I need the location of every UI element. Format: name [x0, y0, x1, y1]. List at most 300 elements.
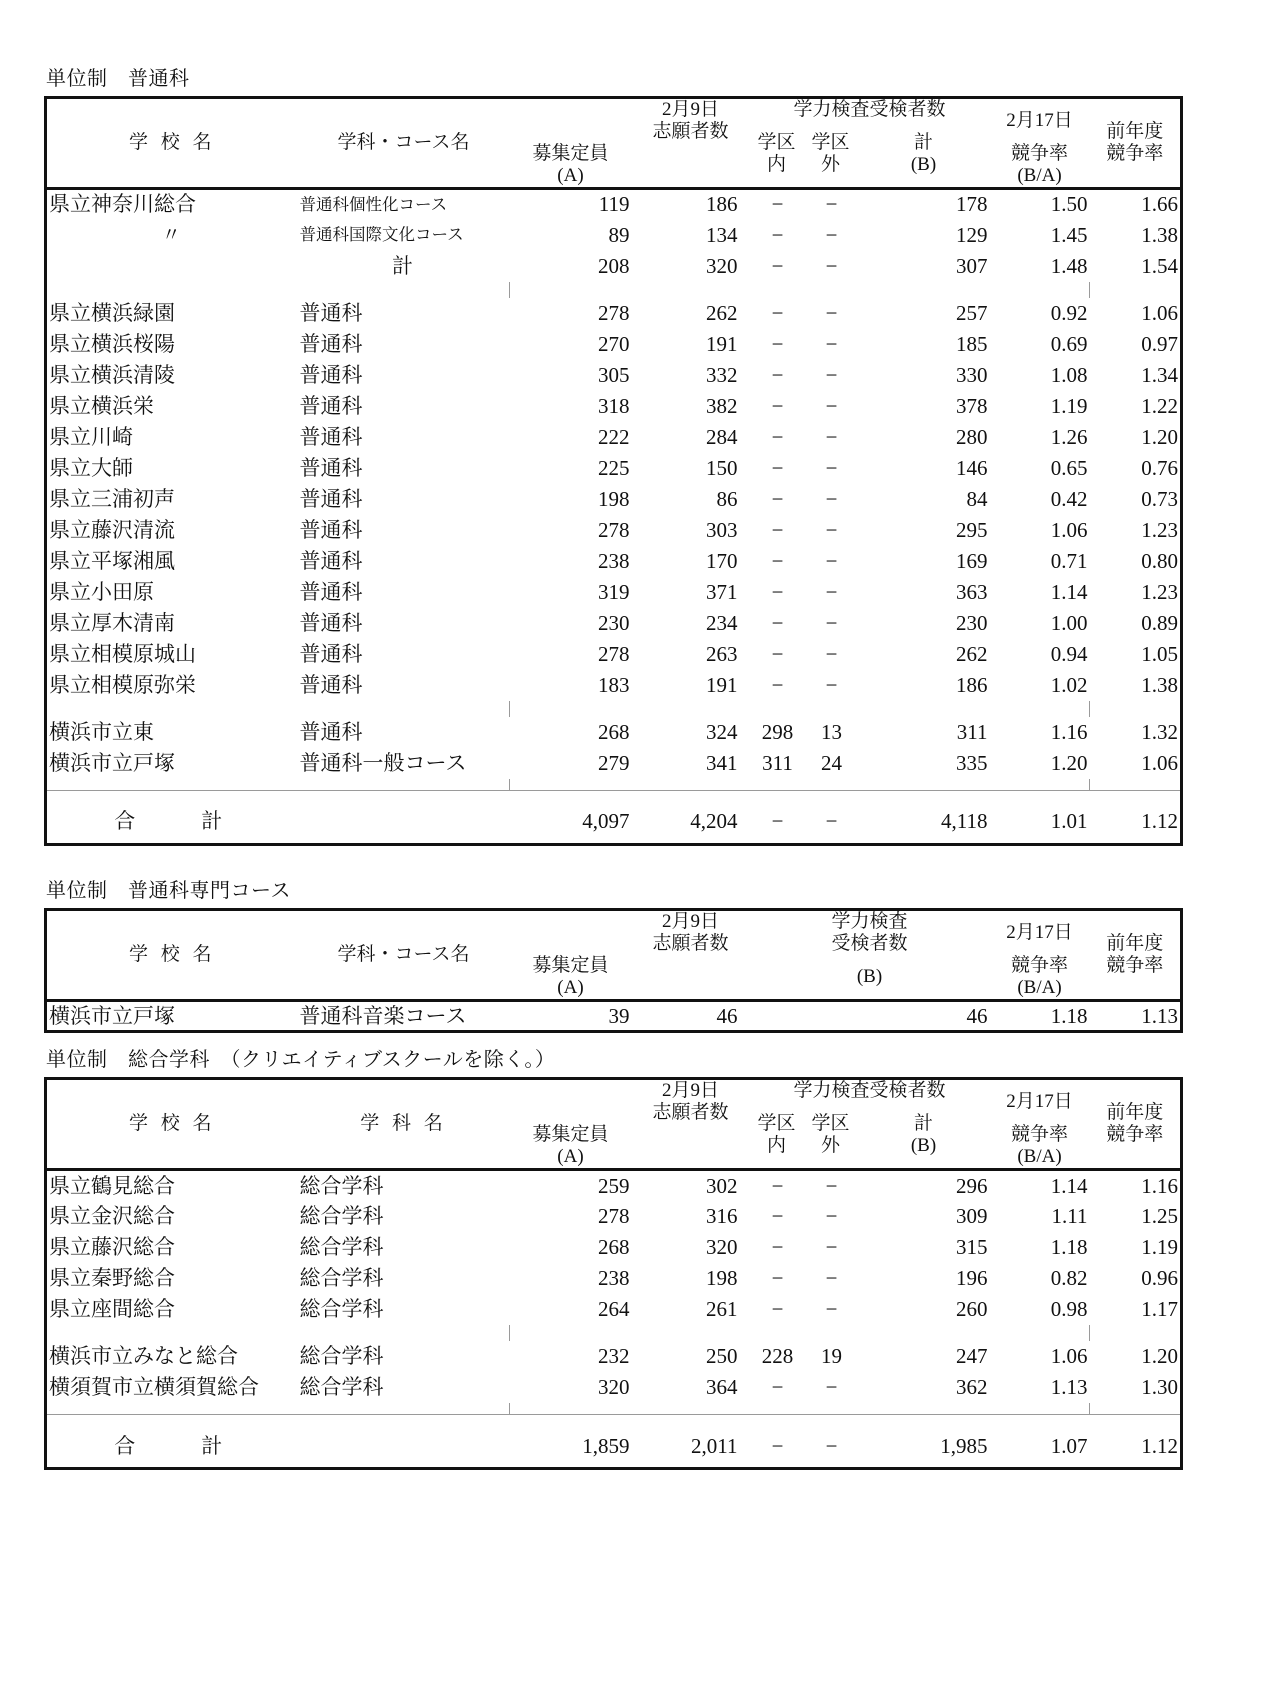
- cell-exam-total: 311: [956, 719, 988, 744]
- cell-applicants: 302: [706, 1173, 738, 1198]
- cell-out-district: −: [825, 486, 838, 511]
- cell-course-name: 総合学科: [299, 1296, 384, 1321]
- header-quota-top: [510, 98, 632, 144]
- table-row: [46, 577, 1182, 608]
- cell-in-district: −: [771, 672, 784, 697]
- cell-exam-total: 296: [956, 1173, 988, 1198]
- table-row: [46, 515, 1182, 546]
- cell-prev-ratio: 0.97: [1141, 331, 1178, 356]
- total-separator: [46, 791, 1182, 801]
- header-quota-line2: (A): [557, 165, 584, 187]
- cell-quota: 238: [598, 1265, 630, 1290]
- cell-applicants: 324: [706, 719, 738, 744]
- total-ratio: 1.01: [1050, 809, 1088, 834]
- table-row: [46, 360, 1182, 391]
- header-ratio-block: [990, 143, 1090, 189]
- header2-apps-date: 2月9日: [661, 911, 719, 933]
- cell-quota: 89: [608, 222, 630, 247]
- cell-applicants: 186: [706, 192, 738, 217]
- cell-quota: 39: [608, 1003, 630, 1028]
- cell-out-district: 24: [821, 750, 842, 775]
- cell-quota: 278: [598, 517, 630, 542]
- cell-prev-ratio: 0.89: [1141, 610, 1178, 635]
- header-prev-line2: 競争率: [1106, 143, 1164, 165]
- table-row: [46, 484, 1182, 515]
- cell-in-district: −: [771, 1374, 784, 1399]
- cell-prev-ratio: 1.20: [1141, 1343, 1178, 1368]
- table-total-section: [46, 779, 1182, 845]
- cell-school-name: 県立藤沢清流: [49, 517, 175, 542]
- cell-course-name: 普通科: [299, 610, 363, 635]
- cell-in-district: −: [771, 517, 784, 542]
- table-row: [46, 608, 1182, 639]
- cell-ratio: 0.65: [1050, 455, 1088, 480]
- header-sum-line2: (B): [910, 154, 937, 176]
- cell-ratio: 1.48: [1050, 253, 1088, 278]
- header2-ratio-block: [990, 955, 1090, 1001]
- cell-quota: 232: [598, 1343, 630, 1368]
- cell-prev-ratio: 1.20: [1141, 424, 1178, 449]
- cell-prev-ratio: 0.76: [1141, 455, 1178, 480]
- cell-prev-ratio: 1.38: [1141, 222, 1178, 247]
- cell-prev-ratio: 1.23: [1141, 517, 1178, 542]
- cell-exam-total: 196: [956, 1265, 988, 1290]
- cell-prev-ratio: 1.05: [1141, 641, 1178, 666]
- cell-out-district: 13: [821, 719, 842, 744]
- cell-out-district: −: [825, 1234, 838, 1259]
- cell-out-district: −: [825, 548, 838, 573]
- total3-course-cell: [298, 1425, 510, 1469]
- cell-course-name: 普通科個性化コース: [299, 194, 448, 214]
- cell-out-district: −: [825, 517, 838, 542]
- total-course-cell: [298, 801, 510, 845]
- cell-applicants: 316: [706, 1203, 738, 1228]
- cell-exam-total: 146: [956, 455, 988, 480]
- header2-quota-line1: 募集定員: [532, 955, 609, 977]
- cell-school-name: 県立厚木清南: [49, 610, 175, 635]
- cell-prev-ratio: 1.22: [1141, 393, 1178, 418]
- total3-row: [46, 1425, 1182, 1469]
- header3-ratio-line3: (B/A): [1017, 1146, 1062, 1168]
- cell-quota: 278: [598, 1203, 630, 1228]
- table3-header: [46, 1079, 1182, 1170]
- table-row: [46, 251, 1182, 282]
- cell-out-district: −: [825, 1374, 838, 1399]
- header2-quota-line2: (A): [557, 977, 584, 999]
- total-sum: 4,118: [941, 809, 988, 834]
- cell-quota: 270: [598, 331, 630, 356]
- header3-ratio-line2: 競争率: [1010, 1124, 1068, 1146]
- row-spacer: [46, 701, 1182, 717]
- header2-ratio-line3: (B/A): [1017, 977, 1062, 999]
- cell-exam-total: 295: [956, 517, 988, 542]
- cell-ratio: 0.82: [1050, 1265, 1088, 1290]
- header3-exam-group: 学力検査受検者数: [793, 1080, 946, 1102]
- cell-ratio: 0.98: [1050, 1296, 1088, 1321]
- total-out: −: [825, 809, 838, 834]
- cell-prev-ratio: 1.19: [1141, 1234, 1178, 1259]
- cell-in-district: −: [771, 362, 784, 387]
- cell-in-district: −: [771, 1173, 784, 1198]
- table-row: [46, 639, 1182, 670]
- cell-in-district: −: [771, 1234, 784, 1259]
- cell-exam-total: 230: [956, 610, 988, 635]
- cell-course-name: 普通科: [299, 486, 363, 511]
- cell-prev-ratio: 1.38: [1141, 672, 1178, 697]
- header3-quota-top: [510, 1079, 632, 1125]
- cell-out-district: −: [825, 1173, 838, 1198]
- cell-applicants: 382: [706, 393, 738, 418]
- cell-course-name: 普通科: [299, 548, 363, 573]
- cell-prev-ratio: 1.06: [1141, 750, 1178, 775]
- header-exam-group: 学力検査受検者数: [793, 99, 946, 120]
- cell-out-district: −: [825, 393, 838, 418]
- cell-course-name: 総合学科: [299, 1234, 384, 1259]
- cell-exam-total: 335: [956, 750, 988, 775]
- header-sum: [858, 121, 990, 189]
- cell-course-name: 普通科: [299, 300, 363, 325]
- header2-apps-pad: [632, 955, 750, 1001]
- cell-school-name: [46, 251, 298, 282]
- header2-quota-top: [510, 910, 632, 956]
- cell-course-name: 普通科: [299, 331, 363, 356]
- cell-course-name: 普通科: [299, 579, 363, 604]
- section-caption-sogo-gakka: 単位制 総合学科 （クリエイティブスクールを除く。）: [46, 1049, 556, 1072]
- cell-prev-ratio: 0.96: [1141, 1265, 1178, 1290]
- total3-label: 合 計: [114, 1433, 231, 1458]
- cell-applicants: 198: [706, 1265, 738, 1290]
- table-row: [46, 1170, 1182, 1201]
- cell-prev-ratio: 1.23: [1141, 579, 1178, 604]
- cell-quota: 222: [598, 424, 630, 449]
- cell-in-district: −: [771, 300, 784, 325]
- cell-prev-ratio: 0.80: [1141, 548, 1178, 573]
- cell-in-district: −: [771, 486, 784, 511]
- cell-out-district: −: [825, 222, 838, 247]
- cell-quota: 230: [598, 610, 630, 635]
- cell-course-name: 総合学科: [299, 1173, 384, 1198]
- header-ratio-line2: 競争率: [1010, 143, 1068, 165]
- total-apps: 4,204: [690, 809, 738, 834]
- cell-course-name: 普通科: [299, 362, 363, 387]
- cell-out-district: 19: [821, 1343, 842, 1368]
- cell-exam-total: 186: [956, 672, 988, 697]
- cell-course-name: 計: [392, 253, 413, 278]
- cell-school-name: 横浜市立戸塚: [49, 1003, 175, 1028]
- header-ratio-line3: (B/A): [1017, 165, 1062, 187]
- cell-school-name: 県立相模原城山: [49, 641, 196, 666]
- header3-apps-label: 志願者数: [652, 1102, 729, 1124]
- total3-sum: 1,985: [940, 1433, 988, 1458]
- cell-prev-ratio: 1.06: [1141, 300, 1178, 325]
- cell-in-district: 298: [761, 719, 794, 744]
- cell-ratio: 1.08: [1050, 362, 1088, 387]
- cell-ratio: 1.19: [1050, 393, 1088, 418]
- header3-ratio-date: 2月17日: [1006, 1091, 1073, 1113]
- cell-school-name: 県立横浜緑園: [49, 300, 175, 325]
- cell-school-name: 横浜市立東: [49, 719, 154, 744]
- header2-exam-line1: 学力検査: [831, 911, 908, 933]
- table-body: [46, 189, 1182, 779]
- cell-prev-ratio: 1.32: [1141, 719, 1178, 744]
- cell-applicants: 46: [716, 1003, 738, 1028]
- cell-out-district: −: [825, 672, 838, 697]
- cell-prev-ratio: 1.34: [1141, 362, 1178, 387]
- cell-ratio: 0.71: [1050, 548, 1088, 573]
- table-row: [46, 422, 1182, 453]
- cell-applicants: 341: [706, 750, 738, 775]
- header2-quota-block: [510, 955, 632, 1001]
- header-apps-label: 志願者数: [652, 121, 729, 143]
- table3-total-section: [46, 1403, 1182, 1469]
- cell-course-name: 総合学科: [299, 1374, 384, 1399]
- cell-course-name: 総合学科: [299, 1343, 384, 1368]
- cell-exam-total: 307: [956, 253, 988, 278]
- cell-in-district: −: [771, 1203, 784, 1228]
- cell-quota: 208: [598, 253, 630, 278]
- cell-course-name: 普通科音楽コース: [299, 1003, 467, 1028]
- cell-ratio: 1.14: [1050, 579, 1088, 604]
- table-row: [46, 1001, 1182, 1032]
- header2-prev-line1: 前年度: [1106, 933, 1164, 955]
- cell-course-name: 総合学科: [299, 1265, 384, 1290]
- total3-in: −: [771, 1433, 784, 1458]
- cell-ratio: 1.18: [1050, 1234, 1088, 1259]
- cell-school-name: 県立相模原弥栄: [49, 672, 196, 697]
- cell-school-name: 横浜市立戸塚: [49, 750, 175, 775]
- cell-out-district: −: [825, 331, 838, 356]
- cell-out-district: −: [825, 455, 838, 480]
- cell-in-district: −: [771, 641, 784, 666]
- cell-exam-total: 330: [956, 362, 988, 387]
- section-caption-tanisei-futsuka: 単位制 普通科: [46, 68, 190, 90]
- total-in: −: [771, 809, 784, 834]
- table-row: [46, 220, 1182, 251]
- cell-applicants: 371: [706, 579, 738, 604]
- cell-in-district: −: [771, 455, 784, 480]
- cell-applicants: 150: [706, 455, 738, 480]
- header3-in-line1: 学区: [757, 1113, 796, 1135]
- cell-ratio: 1.20: [1050, 750, 1088, 775]
- cell-ratio: 1.50: [1050, 192, 1088, 217]
- header-apps-date: 2月9日: [661, 99, 719, 120]
- cell-ratio: 1.00: [1050, 610, 1088, 635]
- header3-course-name: 学 科 名: [360, 1113, 447, 1135]
- total-quota: 4,097: [582, 809, 630, 834]
- cell-quota: 278: [598, 300, 630, 325]
- header-out-line2: 外: [820, 154, 840, 176]
- cell-quota: 279: [598, 750, 630, 775]
- header-apps-pad: [632, 143, 750, 189]
- cell-prev-ratio: 0.73: [1141, 486, 1178, 511]
- header2-exam-line3: (B): [856, 966, 883, 988]
- cell-course-name: 普通科国際文化コース: [299, 224, 464, 244]
- header3-out-line2: 外: [820, 1135, 840, 1157]
- cell-ratio: 1.06: [1050, 517, 1088, 542]
- cell-quota: 238: [598, 548, 630, 573]
- cell-school-name: 県立神奈川総合: [49, 192, 196, 217]
- header3-ratio-block: [990, 1124, 1090, 1170]
- header3-prev-ratio: [1090, 1079, 1182, 1170]
- table-row: [46, 1341, 1182, 1372]
- cell-applicants: 320: [706, 253, 738, 278]
- cell-quota: 305: [598, 362, 630, 387]
- cell-prev-ratio: 1.13: [1141, 1003, 1178, 1028]
- cell-exam-total: 378: [956, 393, 988, 418]
- cell-exam-total: 260: [956, 1296, 988, 1321]
- cell-in-district: −: [771, 610, 784, 635]
- header3-in-district: [750, 1102, 804, 1170]
- total-row: [46, 801, 1182, 845]
- cell-applicants: 263: [706, 641, 738, 666]
- cell-in-district: −: [771, 1265, 784, 1290]
- cell-exam-total: 84: [966, 486, 988, 511]
- header3-apps-pad: [632, 1124, 750, 1170]
- cell-exam-total: 362: [956, 1374, 988, 1399]
- table-row: [46, 748, 1182, 779]
- table-header: [46, 98, 1182, 189]
- cell-ratio: 1.14: [1050, 1173, 1088, 1198]
- cell-ratio: 1.18: [1050, 1003, 1088, 1028]
- cell-ratio: 1.06: [1050, 1343, 1088, 1368]
- cell-in-district: −: [771, 393, 784, 418]
- header3-school-name: 学 校 名: [128, 1113, 216, 1135]
- cell-prev-ratio: 1.54: [1141, 253, 1178, 278]
- table-row: [46, 189, 1182, 220]
- header-course-name: 学科・コース名: [337, 132, 470, 154]
- cell-quota: 119: [598, 192, 630, 217]
- cell-applicants: 320: [706, 1234, 738, 1259]
- cell-exam-total: 257: [956, 300, 988, 325]
- cell-course-name: 普通科一般コース: [299, 750, 467, 775]
- cell-in-district: 228: [761, 1343, 794, 1368]
- cell-quota: 318: [598, 393, 630, 418]
- cell-applicants: 261: [706, 1296, 738, 1321]
- cell-school-name: 県立金沢総合: [49, 1203, 175, 1228]
- header3-quota-line1: 募集定員: [532, 1124, 609, 1146]
- total3-prev: 1.12: [1141, 1433, 1178, 1458]
- cell-in-district: 311: [762, 750, 793, 775]
- cell-exam-total: 315: [956, 1234, 988, 1259]
- header2-exam-line2: 受検者数: [831, 933, 908, 955]
- cell-applicants: 234: [706, 610, 738, 635]
- cell-school-name: 県立小田原: [49, 579, 154, 604]
- cell-exam-total: 247: [956, 1343, 988, 1368]
- header-quota-line1: 募集定員: [532, 143, 609, 165]
- header3-in-line2: 内: [766, 1135, 786, 1157]
- table-row: [46, 391, 1182, 422]
- header3-apps-date: 2月9日: [661, 1080, 719, 1102]
- cell-exam-total: 309: [956, 1203, 988, 1228]
- cell-course-name: 普通科: [299, 393, 363, 418]
- header2-prev-ratio: [1090, 910, 1182, 1001]
- header3-out-district: [804, 1102, 858, 1170]
- table-row: [46, 717, 1182, 748]
- cell-school-name: 県立藤沢総合: [49, 1234, 175, 1259]
- cell-exam-total: 169: [956, 548, 988, 573]
- cell-out-district: −: [825, 579, 838, 604]
- header3-prev-line2: 競争率: [1106, 1124, 1164, 1146]
- cell-course-name: 普通科: [299, 641, 363, 666]
- cell-quota: 268: [598, 1234, 630, 1259]
- cell-exam-total: 185: [956, 331, 988, 356]
- cell-applicants: 250: [706, 1343, 738, 1368]
- cell-out-district: −: [825, 253, 838, 278]
- cell-school-name: 横須賀市立横須賀総合: [49, 1374, 259, 1399]
- cell-ratio: 1.13: [1050, 1374, 1088, 1399]
- table-senmon-course: [44, 908, 1183, 1033]
- cell-exam-total: 178: [956, 192, 988, 217]
- cell-out-district: −: [825, 1203, 838, 1228]
- cell-out-district: −: [825, 610, 838, 635]
- cell-school-name: 県立鶴見総合: [49, 1173, 175, 1198]
- cell-in-district: −: [771, 222, 784, 247]
- cell-prev-ratio: 1.17: [1141, 1296, 1178, 1321]
- cell-school-name: 県立横浜清陵: [49, 362, 175, 387]
- header3-out-line1: 学区: [811, 1113, 850, 1135]
- header-quota-block: [510, 143, 632, 189]
- cell-school-name: 県立座間総合: [49, 1296, 175, 1321]
- table-row: [46, 1263, 1182, 1294]
- cell-in-district: −: [771, 548, 784, 573]
- table2-body: [46, 1001, 1182, 1032]
- cell-applicants: 86: [716, 486, 738, 511]
- cell-quota: 198: [598, 486, 630, 511]
- cell-applicants: 134: [706, 222, 738, 247]
- header3-sum-line2: (B): [910, 1135, 937, 1157]
- header2-course-name: 学科・コース名: [337, 944, 470, 966]
- cell-out-district: −: [825, 362, 838, 387]
- header-out-district: [804, 121, 858, 189]
- cell-out-district: −: [825, 1296, 838, 1321]
- cell-quota: 320: [598, 1374, 630, 1399]
- cell-applicants: 364: [706, 1374, 738, 1399]
- header2-prev-line2: 競争率: [1106, 955, 1164, 977]
- header3-sum-line1: 計: [913, 1113, 933, 1135]
- cell-applicants: 332: [706, 362, 738, 387]
- cell-ratio: 1.16: [1050, 719, 1088, 744]
- table3-body: [46, 1170, 1182, 1403]
- cell-out-district: −: [825, 192, 838, 217]
- cell-prev-ratio: 1.30: [1141, 1374, 1178, 1399]
- cell-in-district: −: [771, 579, 784, 604]
- header2-apps-label: 志願者数: [652, 933, 729, 955]
- cell-school-name: 県立秦野総合: [49, 1265, 175, 1290]
- cell-quota: 264: [598, 1296, 630, 1321]
- header-sum-line1: 計: [913, 132, 933, 154]
- header-school-name: 学 校 名: [128, 132, 216, 154]
- cell-out-district: −: [825, 300, 838, 325]
- table-row: [46, 546, 1182, 577]
- cell-quota: 259: [598, 1173, 630, 1198]
- section-caption-senmon-course: 単位制 普通科専門コース: [46, 880, 291, 903]
- cell-school-name: 県立横浜桜陽: [49, 331, 175, 356]
- cell-quota: 268: [598, 719, 630, 744]
- cell-in-district: −: [771, 424, 784, 449]
- row-spacer: [46, 282, 1182, 298]
- header-in-line1: 学区: [757, 132, 796, 154]
- cell-exam-total: 363: [956, 579, 988, 604]
- cell-applicants: 170: [706, 548, 738, 573]
- table-row: [46, 1372, 1182, 1403]
- header-prev-line1: 前年度: [1106, 121, 1164, 143]
- cell-quota: 278: [598, 641, 630, 666]
- cell-in-district: −: [771, 331, 784, 356]
- cell-out-district: −: [825, 641, 838, 666]
- cell-quota: 225: [598, 455, 630, 480]
- total3-quota: 1,859: [582, 1433, 630, 1458]
- table-row: [46, 1201, 1182, 1232]
